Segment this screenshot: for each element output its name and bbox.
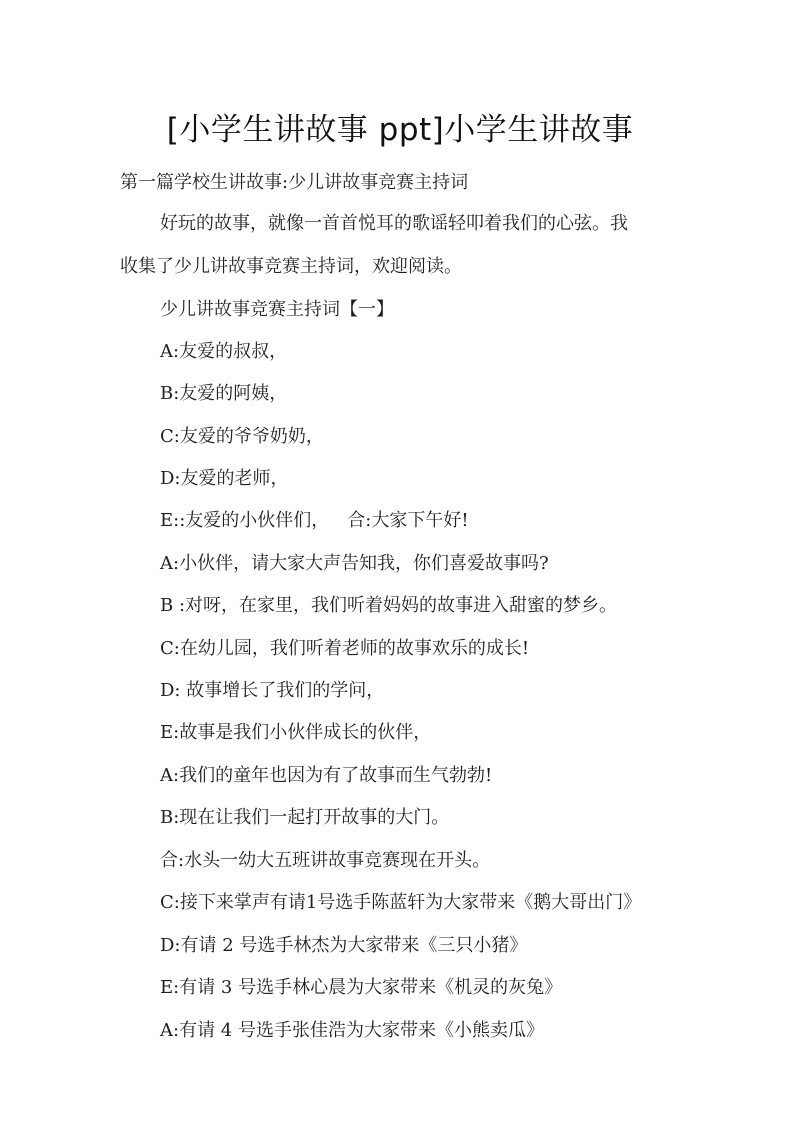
dialogue-line: B :对呀，在家里，我们听着妈妈的故事进入甜蜜的梦乡。 (160, 595, 618, 616)
section-heading: 第一篇学校生讲故事:少儿讲故事竞赛主持词 (120, 172, 469, 193)
dialogue-line-pair (160, 508, 469, 534)
dialogue-line: A:友爱的叔叔， (160, 341, 288, 362)
dialogue-line: D:友爱的老师， (160, 468, 289, 489)
dialogue-line: D:有请 2 号选手林杰为大家带来《三只小猪》 (160, 935, 528, 956)
dialogue-line: 合:大家下午好! (347, 510, 469, 531)
intro-paragraph-line: 好玩的故事，就像一首首悦耳的歌谣轻叩着我们的心弦。我 (160, 213, 628, 234)
dialogue-line: 合:水头一幼大五班讲故事竞赛现在开头。 (160, 850, 491, 871)
dialogue-line: A:小伙伴，请大家大声告知我，你们喜爱故事吗? (160, 553, 549, 574)
dialogue-line: D: 故事增长了我们的学问， (160, 680, 385, 701)
dialogue-line: E:有请 3 号选手林心晨为大家带来《机灵的灰兔》 (160, 977, 563, 998)
dialogue-line: C:友爱的爷爷奶奶， (160, 426, 324, 447)
subheading: 少儿讲故事竞赛主持词【一】 (160, 299, 394, 320)
dialogue-line: B:友爱的阿姨， (160, 383, 288, 404)
dialogue-line: E:故事是我们小伙伴成长的伙伴， (160, 722, 432, 743)
dialogue-line: B:现在让我们一起打开故事的大门。 (160, 807, 450, 828)
dialogue-line: C:在幼儿园，我们听着老师的故事欢乐的成长! (160, 638, 530, 659)
dialogue-line: C:接下来掌声有请1号选手陈蓝轩为大家带来《鹅大哥出门》 (160, 892, 642, 913)
dialogue-line: A:有请 4 号选手张佳浩为大家带来《小熊卖瓜》 (160, 1020, 544, 1041)
dialogue-line: A:我们的童年也因为有了故事而生气勃勃! (160, 765, 493, 786)
document-title: [小学生讲故事 ppt]小学生讲故事 (166, 112, 634, 148)
dialogue-line: E::友爱的小伙伴们， (160, 510, 330, 531)
intro-paragraph-line: 收集了少儿讲故事竞赛主持词，欢迎阅读。 (120, 256, 462, 277)
